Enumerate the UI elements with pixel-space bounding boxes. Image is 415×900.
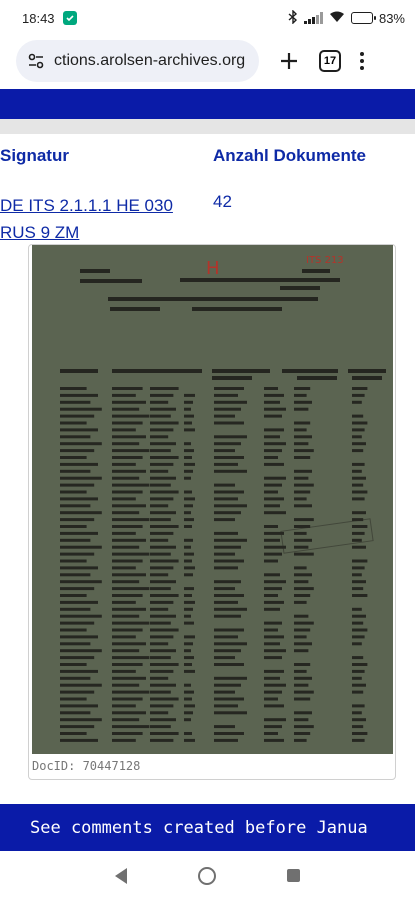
wifi-icon [329, 11, 345, 26]
column-header-signature: Signatur [0, 146, 69, 165]
column-header-doc-count: Anzahl Dokumente [213, 146, 367, 165]
signature-line-2[interactable]: RUS 9 ZM [0, 223, 80, 242]
address-bar[interactable] [16, 40, 259, 82]
kebab-icon[interactable] [359, 52, 365, 70]
battery-icon [351, 12, 373, 24]
document-card[interactable] [28, 244, 396, 780]
header-band [0, 89, 415, 119]
url-text[interactable]: ctions.arolsen-archives.org [54, 52, 246, 69]
plus-icon[interactable] [275, 47, 303, 75]
scan-graphic [32, 245, 393, 754]
browser-toolbar [0, 36, 415, 86]
document-count: 42 [213, 192, 232, 211]
status-bar [0, 0, 415, 36]
document-scan-image[interactable] [32, 245, 393, 754]
recent-apps-icon[interactable] [287, 869, 300, 882]
divider-strip [0, 119, 415, 134]
system-nav-bar [0, 851, 415, 900]
shield-check-icon [63, 11, 77, 25]
status-time: 18:43 [22, 10, 55, 26]
back-icon[interactable] [115, 868, 127, 884]
its-stamp: ITS 213 [306, 255, 344, 266]
doc-id-label: DocID: 70447128 [32, 759, 141, 773]
battery-percent: 83% [378, 10, 405, 26]
status-icons [288, 10, 405, 27]
tune-icon[interactable] [26, 51, 46, 71]
comments-banner-text[interactable]: See comments created before Janua [30, 817, 368, 838]
handwritten-letter: H [206, 258, 220, 279]
bluetooth-icon [288, 10, 298, 27]
signature-line-1[interactable]: DE ITS 2.1.1.1 HE 030 [0, 196, 173, 215]
cell-signal-icon [304, 12, 323, 24]
home-icon[interactable] [198, 867, 216, 885]
comments-banner[interactable] [0, 804, 415, 851]
tab-switcher-button[interactable]: 17 [319, 50, 341, 72]
signature-link[interactable] [0, 192, 173, 246]
